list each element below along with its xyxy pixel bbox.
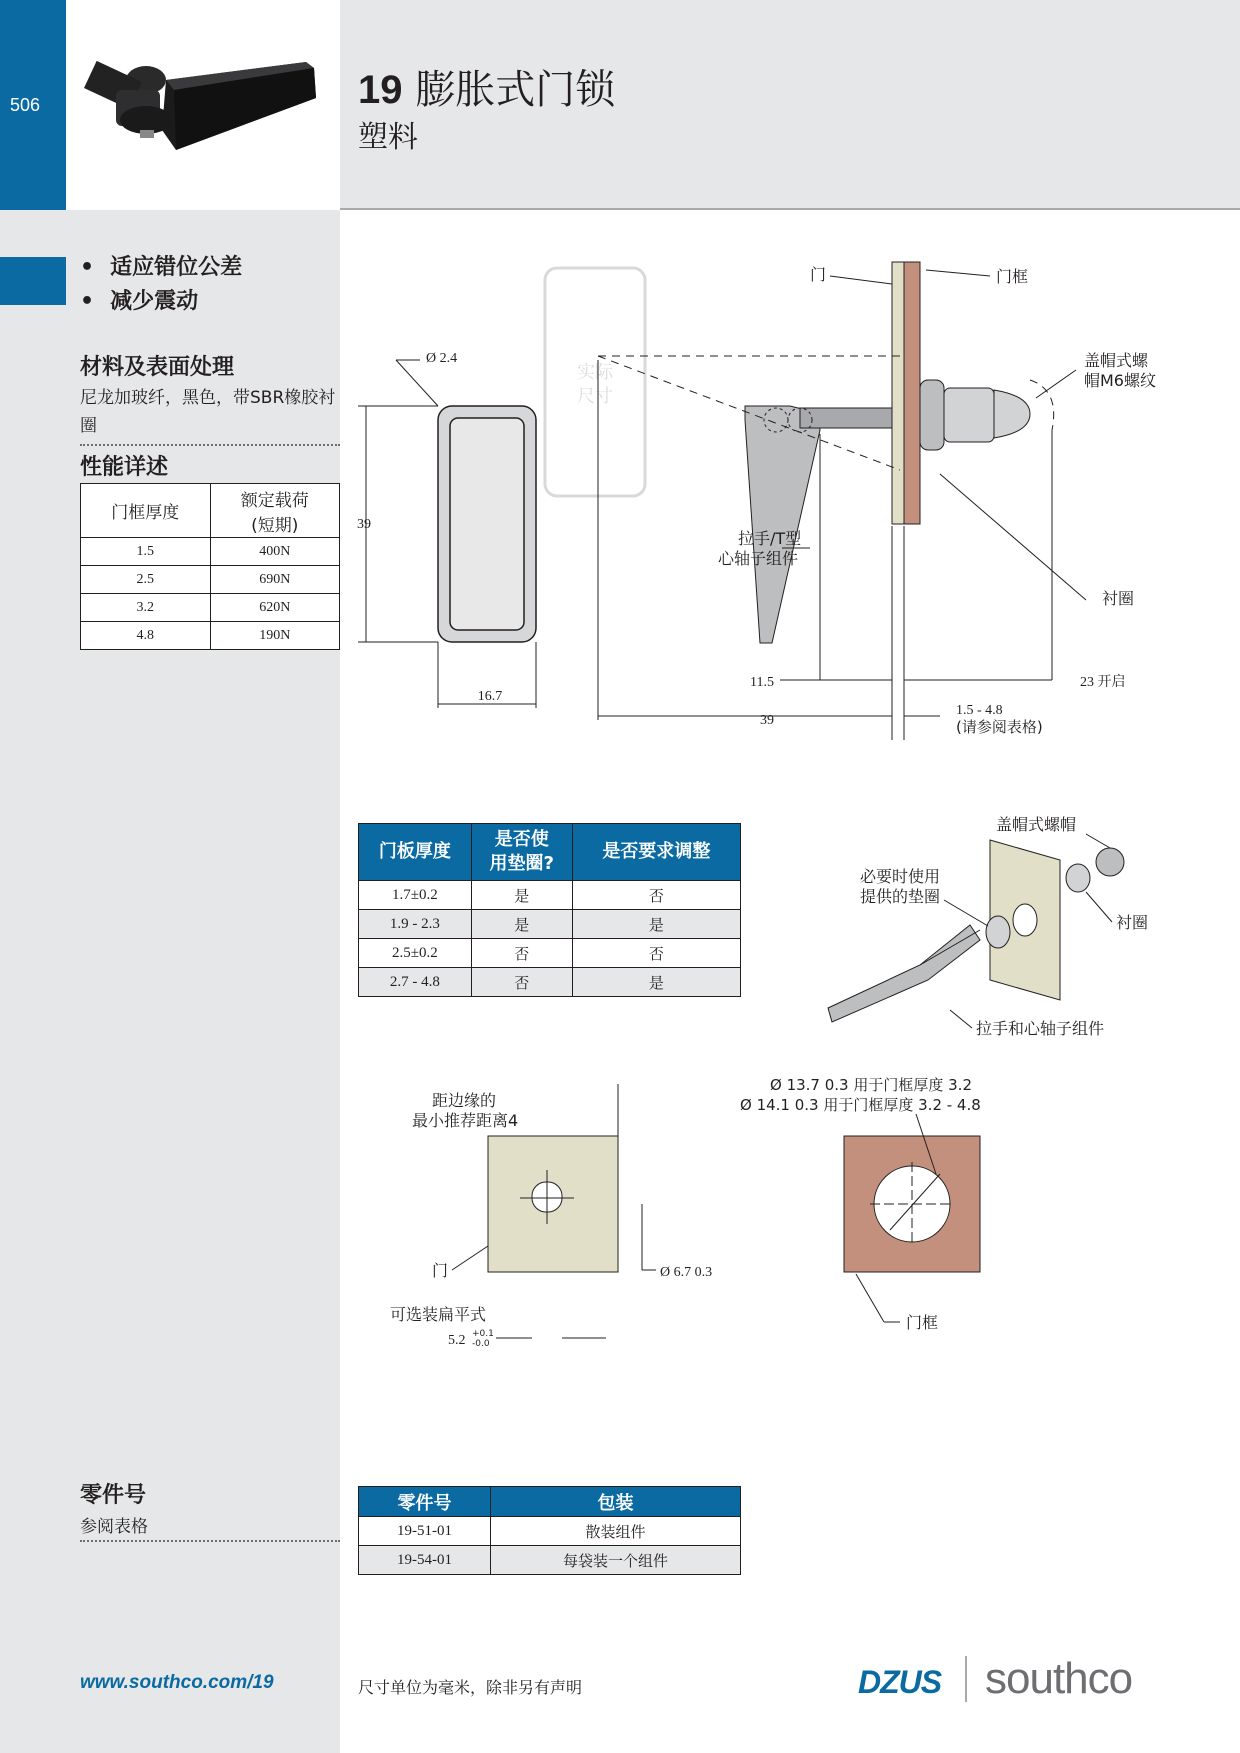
adj-col-thickness: 门板厚度 <box>359 824 472 881</box>
performance-heading: 性能详述 <box>80 455 169 480</box>
table-row: 19-54-01 每袋装一个组件 <box>359 1546 741 1575</box>
svg-text:门: 门 <box>810 265 827 284</box>
svg-text:门框: 门框 <box>906 1313 939 1332</box>
svg-text:Ø 14.1 0.3 用于门框厚度 3.2 - 4.8: Ø 14.1 0.3 用于门框厚度 3.2 - 4.8 <box>740 1096 981 1114</box>
door-cutout-drawing <box>360 1070 760 1360</box>
svg-text:11.5: 11.5 <box>750 675 774 690</box>
footer-note: 尺寸单位为毫米，除非另有声明 <box>358 1678 583 1697</box>
svg-text:帽M6螺纹: 帽M6螺纹 <box>1084 371 1156 390</box>
table-row: 2.5±0.2 否 否 <box>359 939 741 968</box>
svg-text:距边缘的: 距边缘的 <box>432 1091 497 1110</box>
page-subtitle: 塑料 <box>358 120 418 155</box>
svg-text:可选装扁平式: 可选装扁平式 <box>390 1305 487 1324</box>
material-heading: 材料及表面处理 <box>80 355 235 380</box>
feature-list <box>80 250 242 318</box>
table-row: 4.8 190N <box>81 622 340 650</box>
footer-link[interactable]: www.southco.com/19 <box>80 1672 274 1693</box>
svg-text:39: 39 <box>760 713 774 728</box>
pn-col-packaging: 包装 <box>491 1487 741 1517</box>
southco-logo: southco <box>985 1654 1133 1703</box>
logo-divider <box>965 1656 967 1702</box>
svg-text:5.2: 5.2 <box>448 1333 466 1348</box>
svg-text:39: 39 <box>357 517 371 532</box>
svg-text:Ø 13.7 0.3 用于门框厚度 3.2: Ø 13.7 0.3 用于门框厚度 3.2 <box>770 1076 972 1094</box>
svg-text:门框: 门框 <box>996 267 1029 286</box>
page-number: 506 <box>10 95 41 115</box>
svg-text:尺寸: 尺寸 <box>577 386 613 407</box>
svg-text:+0.1: +0.1 <box>472 1329 494 1339</box>
dzus-logo: DZUS <box>858 1664 942 1700</box>
divider <box>80 444 340 446</box>
perf-col-load: 额定载荷 (短期) <box>210 484 340 538</box>
table-row: 2.5 690N <box>81 566 340 594</box>
svg-text:Ø 6.7 0.3: Ø 6.7 0.3 <box>660 1265 713 1280</box>
svg-text:心轴子组件: 心轴子组件 <box>718 549 799 568</box>
table-row: 1.7±0.2 是 否 <box>359 881 741 910</box>
section-tab <box>0 257 66 305</box>
table-row: 2.7 - 4.8 否 是 <box>359 968 741 997</box>
svg-text:盖帽式螺: 盖帽式螺 <box>1084 351 1149 370</box>
exploded-view-drawing <box>820 800 1240 1060</box>
table-row: 19-51-01 散装组件 <box>359 1517 741 1546</box>
svg-text:衬圈: 衬圈 <box>1102 589 1135 608</box>
perf-col-thickness: 门框厚度 <box>81 484 211 538</box>
svg-text:提供的垫圈: 提供的垫圈 <box>860 887 941 906</box>
svg-text:-0.0: -0.0 <box>472 1339 490 1349</box>
svg-text:衬圈: 衬圈 <box>1116 913 1149 932</box>
svg-text:(请参阅表格): (请参阅表格) <box>956 718 1043 736</box>
adj-col-washer: 是否使 用垫圈? <box>471 824 572 881</box>
svg-text:拉手和心轴子组件: 拉手和心轴子组件 <box>976 1019 1105 1038</box>
svg-text:拉手/T型: 拉手/T型 <box>738 529 802 548</box>
part-number-table <box>358 1486 741 1575</box>
svg-text:23 开启: 23 开启 <box>1080 675 1126 690</box>
part-number-heading: 零件号 <box>80 1483 147 1508</box>
product-photo <box>66 0 340 210</box>
svg-text:盖帽式螺帽: 盖帽式螺帽 <box>996 815 1077 834</box>
frame-cutout-drawing <box>740 1070 1160 1360</box>
svg-text:最小推荐距离4: 最小推荐距离4 <box>412 1111 519 1130</box>
adjustment-table <box>358 823 741 997</box>
table-row: 1.5 400N <box>81 538 340 566</box>
page-title: 19 膨胀式门锁 <box>358 67 616 113</box>
svg-text:1.5 - 4.8: 1.5 - 4.8 <box>956 703 1003 718</box>
feature-item: • 减少震动 <box>80 284 242 318</box>
performance-table <box>80 483 340 650</box>
pn-col-number: 零件号 <box>359 1487 491 1517</box>
table-row: 1.9 - 2.3 是 是 <box>359 910 741 939</box>
svg-text:门: 门 <box>432 1261 449 1280</box>
svg-text:必要时使用: 必要时使用 <box>860 867 941 886</box>
svg-text:实际: 实际 <box>577 362 613 383</box>
material-text: 尼龙加玻纤，黑色，带SBR橡胶衬圈 <box>80 388 336 436</box>
adj-col-adjust: 是否要求调整 <box>572 824 740 881</box>
svg-text:Ø 2.4: Ø 2.4 <box>426 351 458 366</box>
svg-text:16.7: 16.7 <box>477 689 503 704</box>
part-number-text: 参阅表格 <box>80 1517 148 1537</box>
table-row: 3.2 620N <box>81 594 340 622</box>
feature-item: • 适应错位公差 <box>80 250 242 284</box>
side-view-drawing <box>340 230 1240 770</box>
divider <box>80 1540 340 1542</box>
